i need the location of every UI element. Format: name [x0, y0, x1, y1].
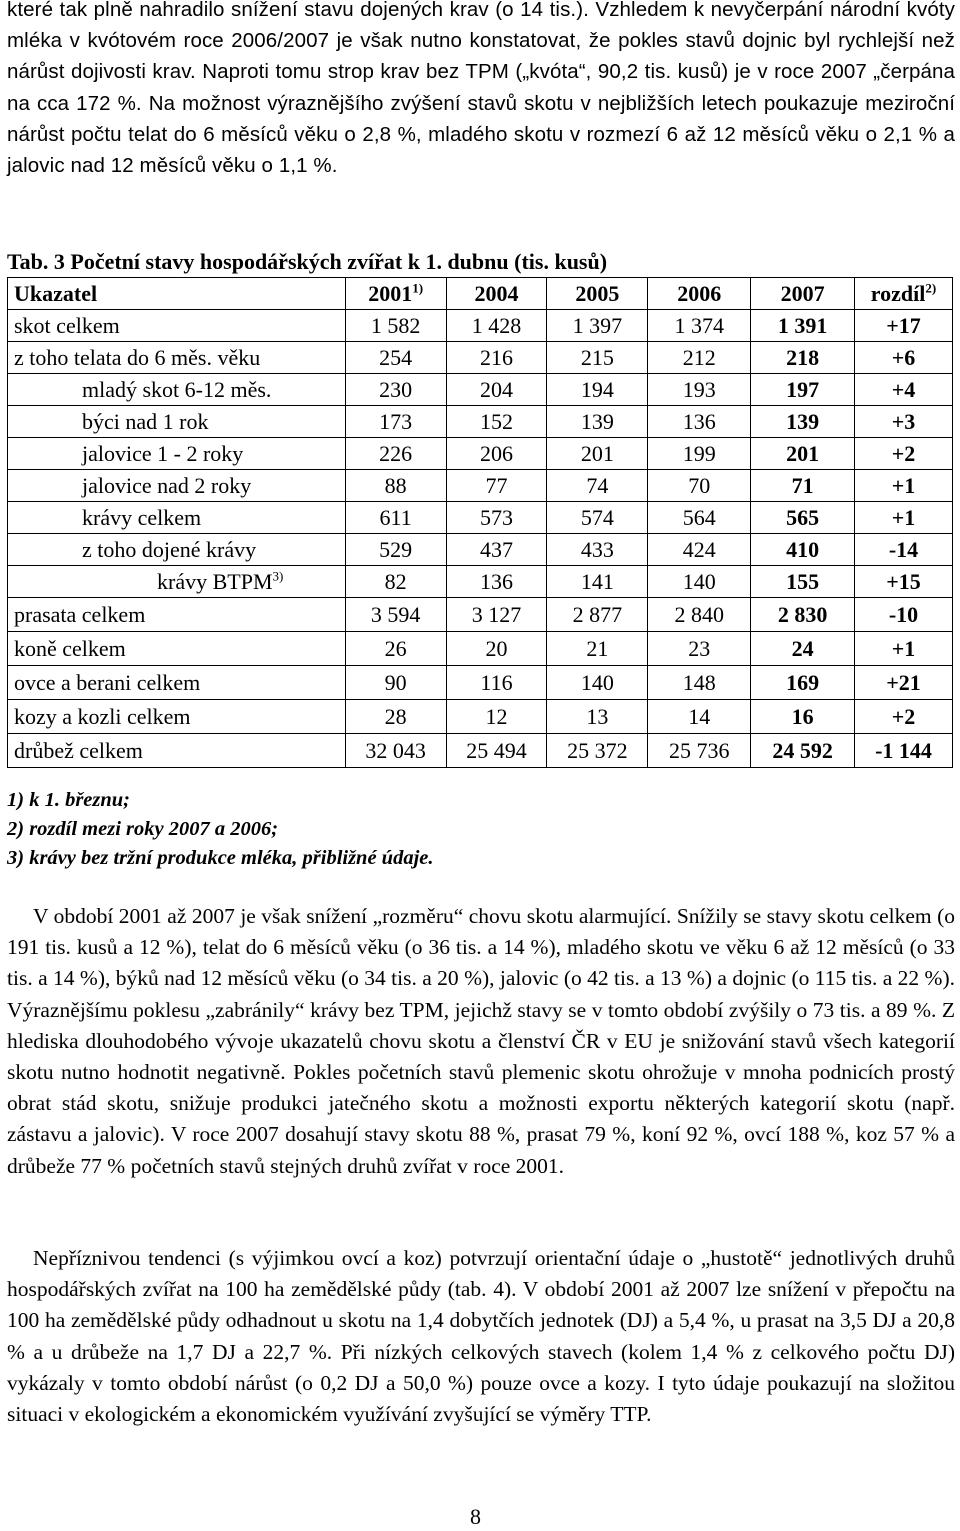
row-label: býci nad 1 rok: [8, 406, 346, 438]
table-row: [8, 734, 953, 768]
cell-2004: 116: [446, 666, 547, 700]
cell-2001: 28: [345, 700, 446, 734]
cell-2001: 3 594: [345, 598, 446, 632]
row-label: mladý skot 6-12 měs.: [8, 374, 346, 406]
cell-2006: 2 840: [648, 598, 751, 632]
cell-difference: -1 144: [855, 734, 953, 768]
header-year-2006: 2006: [648, 278, 751, 310]
cell-2004: 206: [446, 438, 547, 470]
cell-difference: -14: [855, 534, 953, 566]
table-row: [8, 374, 953, 406]
body-paragraph-3: Nepříznivou tendenci (s výjimkou ovcí a koz) potvrzují orientační údaje o „hustotě“ jednotlivých druhů hospodářských zvířat na 100 ha zemědělské půdy (tab. 4). V období 2001 až 2007 lze snížení v přepočtu na 100 ha zemědělské půdy odhadnout u skotu na 1,4 dobytčích jednotek (DJ) a 5,4 %, u prasat na 3,5 DJ a 20,8 % a u drůbeže na 1,7 DJ a 22,7 %. Při nízkých celkových stavech (kolem 1,4 % z celkového počtu DJ) vykázaly v tomto období nárůst (o 0,2 DJ a 50,0 %) pouze ovce a kozy. I tyto údaje poukazují na složitou situaci v ekologickém a ekonomickém využívání zvyšující se výměry TTP.: [7, 1246, 955, 1427]
cell-2001: 32 043: [345, 734, 446, 768]
row-label: jalovice 1 - 2 roky: [8, 438, 346, 470]
table-caption: Tab. 3 Početní stavy hospodářských zvířat k 1. dubnu (tis. kusů): [7, 249, 608, 274]
cell-2001: 226: [345, 438, 446, 470]
cell-difference: +4: [855, 374, 953, 406]
cell-2004: 25 494: [446, 734, 547, 768]
cell-2001: 82: [345, 566, 446, 598]
cell-2007: 139: [751, 406, 855, 438]
row-label: jalovice nad 2 roky: [8, 470, 346, 502]
cell-2005: 74: [547, 470, 648, 502]
table-row: [8, 566, 953, 598]
header-year-2005: 2005: [547, 278, 648, 310]
cell-2004: 77: [446, 470, 547, 502]
footnote-3: 3) krávy bez tržní produkce mléka, přibližné údaje.: [7, 847, 434, 869]
header-indicator: Ukazatel: [8, 278, 346, 310]
cell-2001: 611: [345, 502, 446, 534]
cell-2007: 201: [751, 438, 855, 470]
cell-2005: 25 372: [547, 734, 648, 768]
cell-2007: 1 391: [751, 310, 855, 342]
cell-2005: 13: [547, 700, 648, 734]
cell-2001: 88: [345, 470, 446, 502]
table-row: [8, 502, 953, 534]
cell-difference: +15: [855, 566, 953, 598]
cell-difference: -10: [855, 598, 953, 632]
cell-2004: 136: [446, 566, 547, 598]
row-label: ovce a berani celkem: [8, 666, 346, 700]
cell-2007: 410: [751, 534, 855, 566]
cell-2006: 193: [648, 374, 751, 406]
page-number: 8: [470, 1504, 481, 1529]
cell-2004: 437: [446, 534, 547, 566]
cell-2001: 1 582: [345, 310, 446, 342]
cell-2007: 24: [751, 632, 855, 666]
cell-difference: +1: [855, 502, 953, 534]
cell-2006: 14: [648, 700, 751, 734]
livestock-table: [7, 277, 953, 768]
cell-2006: 564: [648, 502, 751, 534]
cell-2004: 216: [446, 342, 547, 374]
cell-difference: +17: [855, 310, 953, 342]
footnote-1: 1) k 1. březnu;: [7, 789, 131, 811]
cell-2006: 70: [648, 470, 751, 502]
cell-2005: 139: [547, 406, 648, 438]
cell-2007: 2 830: [751, 598, 855, 632]
cell-2004: 12: [446, 700, 547, 734]
cell-2004: 204: [446, 374, 547, 406]
table-row: [8, 598, 953, 632]
row-label: drůbež celkem: [8, 734, 346, 768]
cell-2007: 169: [751, 666, 855, 700]
row-label: krávy celkem: [8, 502, 346, 534]
table-row: [8, 342, 953, 374]
cell-2006: 23: [648, 632, 751, 666]
cell-difference: +1: [855, 632, 953, 666]
cell-difference: +3: [855, 406, 953, 438]
table-row: [8, 438, 953, 470]
table-header-row: [8, 278, 953, 310]
header-year-2004: 2004: [446, 278, 547, 310]
cell-2001: 529: [345, 534, 446, 566]
table-row: [8, 470, 953, 502]
intro-paragraph: které tak plně nahradilo snížení stavu dojených krav (o 14 tis.). Vzhledem k nevyčerpání národní kvóty mléka v kvótovém roce 2006/2007 je však nutno konstatovat, že pokles stavů dojnic byl rychlejší než nárůst dojivosti krav. Naproti tomu strop krav bez TPM („kvóta“, 90,2 tis. kusů) je v roce 2007 „čerpána na cca 172 %. Na možnost výraznějšího zvýšení stavů skotu v nejbližších letech poukazuje meziroční nárůst počtu telat do 6 měsíců věku o 2,8 %, mladého skotu v rozmezí 6 až 12 měsíců věku o 2,1 % a jalovic nad 12 měsíců věku o 1,1 %.: [7, 0, 955, 178]
row-label: krávy BTPM$^{3)}$: [8, 566, 346, 598]
cell-difference: +2: [855, 438, 953, 470]
cell-2005: 215: [547, 342, 648, 374]
cell-2006: 1 374: [648, 310, 751, 342]
cell-2007: 218: [751, 342, 855, 374]
cell-2007: 565: [751, 502, 855, 534]
cell-2006: 424: [648, 534, 751, 566]
row-label: z toho dojené krávy: [8, 534, 346, 566]
cell-2005: 2 877: [547, 598, 648, 632]
cell-2006: 25 736: [648, 734, 751, 768]
header-year-2001: 2001$^{1)}$: [345, 278, 446, 310]
cell-2007: 16: [751, 700, 855, 734]
cell-2005: 201: [547, 438, 648, 470]
cell-2005: 21: [547, 632, 648, 666]
cell-difference: +2: [855, 700, 953, 734]
cell-2007: 197: [751, 374, 855, 406]
cell-2006: 140: [648, 566, 751, 598]
cell-2006: 212: [648, 342, 751, 374]
cell-2007: 71: [751, 470, 855, 502]
table-row: [8, 632, 953, 666]
table-footnotes: [7, 786, 434, 873]
cell-2004: 3 127: [446, 598, 547, 632]
cell-2005: 141: [547, 566, 648, 598]
cell-2005: 574: [547, 502, 648, 534]
cell-2001: 173: [345, 406, 446, 438]
cell-2005: 1 397: [547, 310, 648, 342]
cell-difference: +1: [855, 470, 953, 502]
cell-2005: 194: [547, 374, 648, 406]
table-row: [8, 700, 953, 734]
cell-2001: 26: [345, 632, 446, 666]
cell-2004: 1 428: [446, 310, 547, 342]
row-label: koně celkem: [8, 632, 346, 666]
cell-difference: +21: [855, 666, 953, 700]
cell-2001: 90: [345, 666, 446, 700]
cell-2004: 152: [446, 406, 547, 438]
header-year-2007: 2007: [751, 278, 855, 310]
header-difference: rozdíl$^{2)}$: [855, 278, 953, 310]
cell-2005: 433: [547, 534, 648, 566]
cell-2001: 230: [345, 374, 446, 406]
table-row: [8, 310, 953, 342]
body-paragraph-2: V období 2001 až 2007 je však snížení „rozměru“ chovu skotu alarmující. Snížily se stavy skotu celkem (o 191 tis. kusů a 12 %), telat do 6 měsíců věku (o 36 tis. a 14 %), mladého skotu ve věku 6 až 12 měsíců (o 33 tis. a 14 %), býků nad 12 měsíců věku (o 34 tis. a 20 %), jalovic (o 42 tis. a 13 %) a dojnic (o 115 tis. a 22 %). Výraznějšímu poklesu „zabránily“ krávy bez TPM, jejichž stavy se v tomto období zvýšily o 73 tis. a 89 %. Z hlediska dlouhodobého vývoje ukazatelů chovu skotu a členství ČR v EU je snižování stavů všech kategorií skotu nutno hodnotit negativně. Pokles početních stavů plemenic skotu ohrožuje v mnoha podnicích prostý obrat stád skotu, snižuje produkci jatečného skotu a možnosti exportu některých kategorií skotu (např. zástavu a jalovic). V roce 2007 dosahují stavy skotu 88 %, prasat 79 %, koní 92 %, ovcí 188 %, koz 57 % a drůbeže 77 % početních stavů stejných druhů zvířat v roce 2001.: [7, 904, 955, 1178]
cell-difference: +6: [855, 342, 953, 374]
cell-2007: 24 592: [751, 734, 855, 768]
row-label: skot celkem: [8, 310, 346, 342]
cell-2006: 136: [648, 406, 751, 438]
row-label: z toho telata do 6 měs. věku: [8, 342, 346, 374]
row-label: kozy a kozli celkem: [8, 700, 346, 734]
cell-2004: 20: [446, 632, 547, 666]
table-row: [8, 534, 953, 566]
cell-2007: 155: [751, 566, 855, 598]
cell-2006: 199: [648, 438, 751, 470]
cell-2006: 148: [648, 666, 751, 700]
cell-2001: 254: [345, 342, 446, 374]
table-row: [8, 666, 953, 700]
cell-2005: 140: [547, 666, 648, 700]
cell-2004: 573: [446, 502, 547, 534]
table-row: [8, 406, 953, 438]
footnote-2: 2) rozdíl mezi roky 2007 a 2006;: [7, 818, 279, 840]
row-label: prasata celkem: [8, 598, 346, 632]
